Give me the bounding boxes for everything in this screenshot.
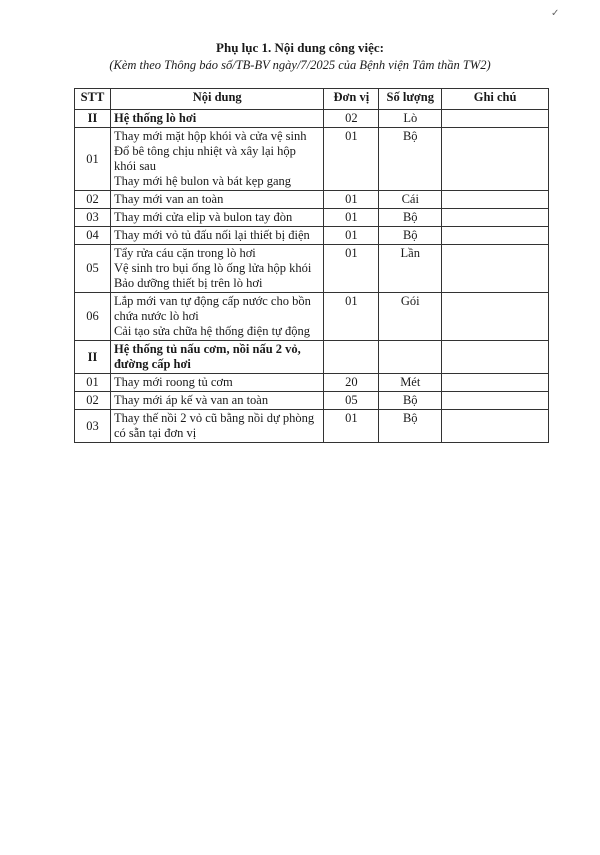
row-stt: 02 bbox=[75, 191, 111, 209]
content-line: Đổ bê tông chịu nhiệt và xây lại hộp khói sau bbox=[113, 144, 296, 173]
content-line: Lắp mới van tự động cấp nước cho bồn chứa nước lò hơi bbox=[113, 294, 311, 323]
row-content bbox=[110, 227, 323, 245]
row-unit: 01 bbox=[324, 227, 379, 245]
subtitle-part-c: /7/2025 của Bệnh viện Tâm thần TW2) bbox=[296, 58, 491, 72]
row-stt: 01 bbox=[75, 374, 111, 392]
row-quantity: Cái bbox=[379, 191, 442, 209]
row-note bbox=[442, 374, 549, 392]
row-stt: 04 bbox=[75, 227, 111, 245]
row-content bbox=[110, 374, 323, 392]
row-content bbox=[110, 128, 323, 191]
row-content bbox=[110, 392, 323, 410]
section-title: Hệ thống lò hơi bbox=[110, 110, 323, 128]
table-row bbox=[75, 374, 549, 392]
header-quantity: Số lượng bbox=[379, 89, 442, 110]
row-quantity: Lần bbox=[379, 245, 442, 293]
row-stt: 06 bbox=[75, 293, 111, 341]
content-line: Vệ sinh tro bụi ống lò ống lửa hộp khói bbox=[113, 261, 312, 275]
subtitle-part-a: (Kèm theo Thông báo số bbox=[109, 58, 233, 72]
row-note bbox=[442, 209, 549, 227]
table-row bbox=[75, 392, 549, 410]
row-stt: 03 bbox=[75, 410, 111, 443]
section-row bbox=[75, 341, 549, 374]
header-stt: STT bbox=[75, 89, 111, 110]
row-note bbox=[442, 227, 549, 245]
row-content bbox=[110, 245, 323, 293]
row-note bbox=[442, 293, 549, 341]
row-stt: 05 bbox=[75, 245, 111, 293]
row-note bbox=[442, 392, 549, 410]
table-row bbox=[75, 293, 549, 341]
row-unit: 01 bbox=[324, 191, 379, 209]
table-row bbox=[75, 191, 549, 209]
section-title: Hệ thống tủ nấu cơm, nồi nấu 2 vỏ, đường cấp hơi bbox=[110, 341, 323, 374]
row-unit: 20 bbox=[324, 374, 379, 392]
row-note bbox=[442, 245, 549, 293]
section-unit: 02 bbox=[324, 110, 379, 128]
section-note bbox=[442, 110, 549, 128]
work-content-table bbox=[74, 88, 549, 443]
content-line: Thay thế nồi 2 vỏ cũ bằng nồi dự phòng có sẵn tại đơn vị bbox=[113, 411, 315, 440]
header-note: Ghi chú bbox=[442, 89, 549, 110]
header-unit: Đơn vị bbox=[324, 89, 379, 110]
row-unit: 01 bbox=[324, 293, 379, 341]
content-line: Bảo dưỡng thiết bị trên lò hơi bbox=[113, 276, 263, 290]
content-line: Thay mới cửa elip và bulon tay đòn bbox=[113, 210, 293, 224]
row-content bbox=[110, 410, 323, 443]
section-stt: II bbox=[75, 110, 111, 128]
table-row bbox=[75, 245, 549, 293]
table-header-row bbox=[75, 89, 549, 110]
row-note bbox=[442, 410, 549, 443]
row-note bbox=[442, 191, 549, 209]
row-quantity: Bộ bbox=[379, 209, 442, 227]
section-note bbox=[442, 341, 549, 374]
row-unit: 01 bbox=[324, 128, 379, 191]
content-line: Tẩy rửa cáu cặn trong lò hơi bbox=[113, 246, 256, 260]
section-quantity bbox=[379, 341, 442, 374]
section-quantity: Lò bbox=[379, 110, 442, 128]
row-content bbox=[110, 293, 323, 341]
table-body bbox=[75, 110, 549, 443]
row-unit: 01 bbox=[324, 245, 379, 293]
row-quantity: Bộ bbox=[379, 392, 442, 410]
content-line: Thay mới vỏ tủ đấu nối lại thiết bị điện bbox=[113, 228, 310, 242]
table-row bbox=[75, 227, 549, 245]
corner-mark: ✓ bbox=[551, 8, 560, 19]
header-content: Nội dung bbox=[110, 89, 323, 110]
row-quantity: Gói bbox=[379, 293, 442, 341]
row-stt: 01 bbox=[75, 128, 111, 191]
row-unit: 01 bbox=[324, 209, 379, 227]
content-line: Thay mới van an toàn bbox=[113, 192, 224, 206]
table-row bbox=[75, 410, 549, 443]
row-quantity: Bộ bbox=[379, 128, 442, 191]
row-content bbox=[110, 209, 323, 227]
content-line: Thay mới mặt hộp khói và cửa vệ sinh bbox=[113, 129, 307, 143]
section-stt: II bbox=[75, 341, 111, 374]
subtitle-part-b: /TB-BV ngày bbox=[232, 58, 297, 72]
row-quantity: Bộ bbox=[379, 410, 442, 443]
row-content bbox=[110, 191, 323, 209]
content-line: Thay mới roong tủ cơm bbox=[113, 375, 233, 389]
section-unit bbox=[324, 341, 379, 374]
page-subtitle bbox=[0, 58, 600, 73]
row-quantity: Bộ bbox=[379, 227, 442, 245]
content-line: Thay mới áp kế và van an toàn bbox=[113, 393, 269, 407]
content-line: Thay mới hệ bulon và bát kẹp gang bbox=[113, 174, 292, 188]
page-title: Phụ lục 1. Nội dung công việc: bbox=[216, 40, 384, 55]
row-unit: 01 bbox=[324, 410, 379, 443]
row-stt: 02 bbox=[75, 392, 111, 410]
section-row bbox=[75, 110, 549, 128]
row-note bbox=[442, 128, 549, 191]
table-row bbox=[75, 209, 549, 227]
content-line: Cải tạo sửa chữa hệ thống điện tự động bbox=[113, 324, 310, 338]
row-stt: 03 bbox=[75, 209, 111, 227]
table-row bbox=[75, 128, 549, 191]
row-quantity: Mét bbox=[379, 374, 442, 392]
row-unit: 05 bbox=[324, 392, 379, 410]
